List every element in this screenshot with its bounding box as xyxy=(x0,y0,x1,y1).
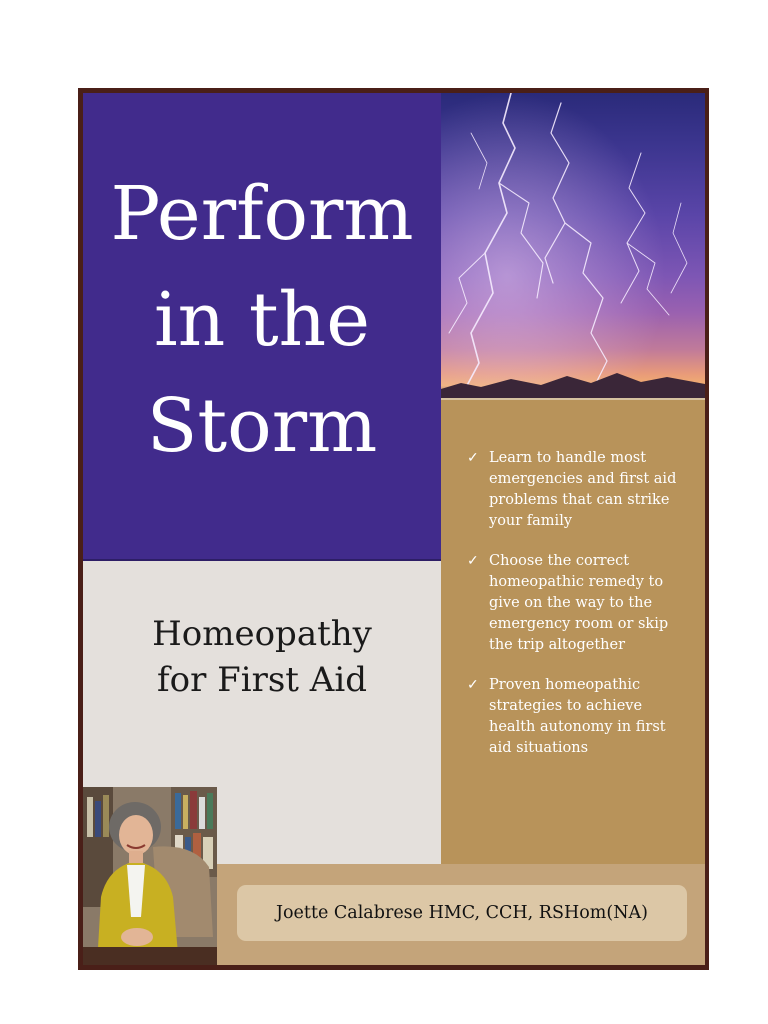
feature-text: Learn to handle most emergencies and first aid problems that can strike your family xyxy=(489,450,677,529)
author-nameplate xyxy=(237,885,687,941)
title-line: in the xyxy=(153,277,371,363)
check-icon: ✓ xyxy=(467,677,479,693)
lightning-illustration xyxy=(441,93,705,398)
feature-list xyxy=(467,448,689,778)
feature-item xyxy=(467,448,689,532)
subtitle-line: for First Aid xyxy=(157,660,367,700)
feature-item xyxy=(467,551,689,656)
author-portrait-photo xyxy=(83,787,217,965)
feature-text: Proven homeopathic strategies to achieve health autonomy in first aid situations xyxy=(489,677,666,756)
check-icon: ✓ xyxy=(467,450,479,466)
features-panel xyxy=(441,398,705,864)
book-subtitle xyxy=(83,611,441,703)
title-line: Storm xyxy=(146,383,378,469)
title-line: Perform xyxy=(110,171,414,257)
author-portrait-illustration xyxy=(83,787,217,965)
feature-text: Choose the correct homeopathic remedy to give on the way to the emergency room or skip the trip altogether xyxy=(489,553,669,653)
title-panel xyxy=(83,93,441,561)
subtitle-line: Homeopathy xyxy=(152,614,372,654)
author-name: Joette Calabrese HMC, CCH, RSHom(NA) xyxy=(276,903,648,923)
author-bar xyxy=(217,864,705,965)
book-cover xyxy=(78,88,709,970)
feature-item xyxy=(467,675,689,759)
lightning-storm-photo xyxy=(441,93,705,398)
check-icon: ✓ xyxy=(467,553,479,569)
book-title xyxy=(83,161,441,479)
